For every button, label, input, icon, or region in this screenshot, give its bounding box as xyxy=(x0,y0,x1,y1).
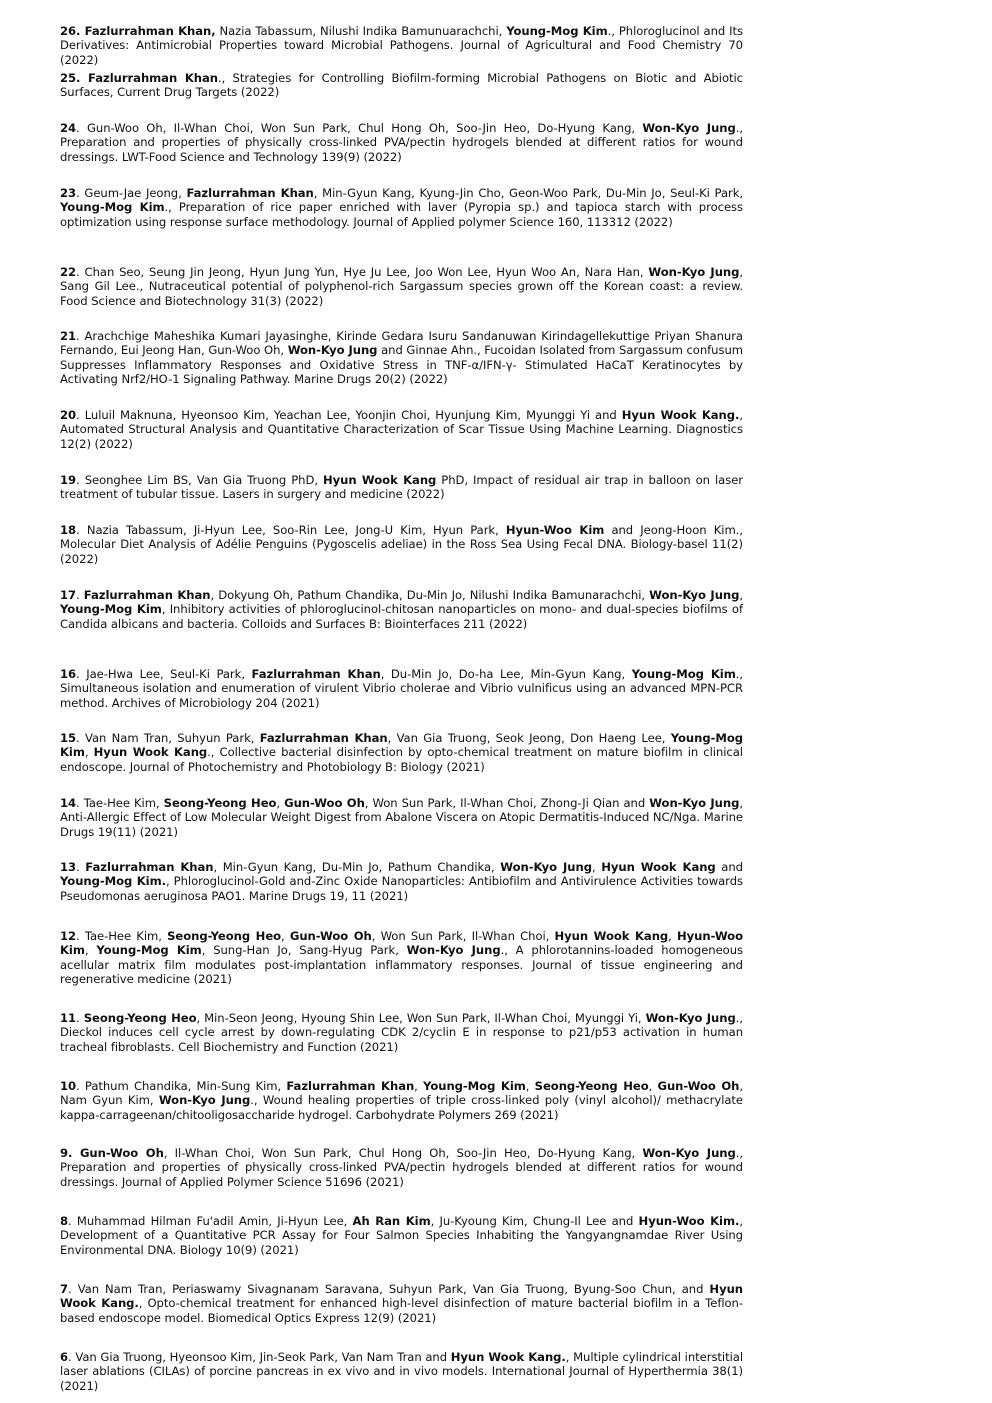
entry-text: , Dokyung Oh, Pathum Chandika, Du-Min Jo, Nilushi Indika Bamunarachchi, xyxy=(210,588,650,602)
highlighted-text: Won-Kyo Jung xyxy=(649,796,740,810)
publication-entry xyxy=(60,1214,743,1257)
highlighted-text: Young-Mog Kim xyxy=(631,667,736,681)
highlighted-text: Hyun Wook Kang xyxy=(323,473,437,487)
highlighted-text: Fazlurrahman Khan xyxy=(186,186,314,200)
entry-text: , Automated Structural Analysis and Quantitative Characterization of Scar Tissue Using Machine Learning. Diagnostics 12(2) (2022) xyxy=(60,408,744,451)
entry-text: , Inhibitory activities of phloroglucinol-chitosan nanoparticles on mono- and dual-species biofilms of Candida albicans and bacteria. Colloids and Surfaces B: Biointerfaces 211 (2022) xyxy=(60,602,744,631)
publication-entry xyxy=(60,523,743,566)
publication-entry xyxy=(60,265,743,308)
entry-text: , Van Gia Truong, Seok Jeong, Don Haeng Lee, xyxy=(387,731,671,745)
entry-text: . Jae-Hwa Lee, Seul-Ki Park, xyxy=(76,667,252,681)
publication-entry xyxy=(60,408,743,451)
entry-text: , Sung-Han Jo, Sang-Hyug Park, xyxy=(201,943,407,958)
highlighted-text: 19 xyxy=(60,473,77,487)
entry-text: ., Preparation and properties of physically cross-linked PVA/pectin hydrogels blended at different ratios for wound dressings. LWT-Food Science and Technology 139(9) (2022) xyxy=(60,121,744,164)
entry-text: . xyxy=(76,860,86,874)
publication-entry xyxy=(60,1079,743,1122)
entry-text: , xyxy=(648,1079,658,1093)
entry-text: , Ju-Kyoung Kim, Chung-Il Lee and xyxy=(430,1214,639,1228)
entry-text: , xyxy=(668,929,678,943)
entry-text: . Nazia Tabassum, Ji-Hyun Lee, Soo-Rin Lee, Jong-U Kim, Hyun Park, xyxy=(76,523,506,537)
highlighted-text: 18 xyxy=(60,523,77,537)
publication-entry xyxy=(60,588,743,631)
highlighted-text: Hyun-Woo Kim xyxy=(60,929,743,958)
highlighted-text: 16 xyxy=(60,667,77,681)
highlighted-text: Gun-Woo Oh xyxy=(657,1079,740,1093)
highlighted-text: Hyun Wook Kang xyxy=(601,860,716,874)
entry-text: , Phloroglucinol-Gold and-Zinc Oxide Nanoparticles: Antibiofilm and Antivirulence Activities towards Pseudomonas aeruginosa PAO1. Marine Drugs 19, 11 (2021) xyxy=(60,874,743,903)
entry-text: . Arachchige Maheshika Kumari Jayasinghe, Kirinde Gedara Isuru Sandanuwan Kirindagellekuttige Priyan Shanura Fernando, Eui Jeong Han, Gun-Woo Oh, xyxy=(60,329,743,358)
highlighted-text: 17 xyxy=(60,588,77,602)
highlighted-text: 21 xyxy=(60,329,77,343)
entry-text: . Tae-Hee Kim, xyxy=(76,796,164,810)
highlighted-text: Won-Kyo Jung xyxy=(158,1093,251,1108)
highlighted-text: Won-Kyo Jung xyxy=(648,265,740,279)
highlighted-text: 8 xyxy=(60,1214,69,1228)
publication-entry xyxy=(60,186,743,229)
publication-entry xyxy=(60,24,743,67)
highlighted-text: Hyun-Woo Kim xyxy=(505,523,605,537)
highlighted-text: Young-Mog Kim xyxy=(60,602,162,617)
highlighted-text: Hyun-Woo Kim. xyxy=(638,1214,740,1228)
entry-text: , xyxy=(281,929,290,943)
highlighted-text: Won-Kyo Jung xyxy=(406,943,501,958)
highlighted-text: Hyun Wook Kang. xyxy=(450,1350,566,1364)
highlighted-text: 20 xyxy=(60,408,77,422)
entry-text: and xyxy=(715,860,743,874)
highlighted-text: 24 xyxy=(60,121,77,135)
highlighted-text: 15 xyxy=(60,731,77,745)
entry-text: . Gun-Woo Oh, Il-Whan Choi, Won Sun Park, Chul Hong Oh, Soo-Jin Heo, Do-Hyung Kang, xyxy=(76,121,643,135)
entry-text: . Tae-Hee Kim, xyxy=(76,929,168,943)
entry-text: , Won Sun Park, Il-Whan Choi, xyxy=(371,929,555,943)
entry-text: ., Dieckol induces cell cycle arrest by down-regulating CDK 2/cyclin E in response to p21/p53 activation in human tracheal fibroblasts. Cell Biochemistry and Function (2021) xyxy=(60,1011,743,1054)
highlighted-text: Fazlurrahman Khan xyxy=(83,588,211,602)
entry-text: , xyxy=(84,745,94,760)
entry-text: ., Wound healing properties of triple cross-linked poly (vinyl alcohol)/ methacrylate kappa-carrageenan/chitooligosaccharide hydrogel. Carbohydrate Polymers 269 (2021) xyxy=(60,1093,743,1122)
entry-text: and Jeong-Hoon Kim., Molecular Diet Analysis of Adélie Penguins (Pygoscelis adeliae) in the Ross Sea Using Fecal DNA. Biology-basel 11(2) (2022) xyxy=(60,523,743,566)
entry-text: , xyxy=(739,588,743,602)
entry-text: , Multiple cylindrical interstitial laser ablations (CILAs) of porcine pancreas in ex vivo and in vivo models. International Journal of Hyperthermia 38(1) (2021) xyxy=(60,1350,743,1393)
publication-entry xyxy=(60,860,743,903)
publication-entry xyxy=(60,929,743,987)
highlighted-text: Won-Kyo Jung xyxy=(642,1146,736,1160)
publication-entry xyxy=(60,796,743,839)
entry-text: , Il-Whan Choi, Won Sun Park, Chul Hong Oh, Soo-Jin Heo, Do-Hyung Kang, xyxy=(163,1146,643,1160)
entry-text: , Min-Seon Jeong, Hyoung Shin Lee, Won Sun Park, Il-Whan Choi, Myunggi Yi, xyxy=(196,1011,646,1025)
entry-text: . Seonghee Lim BS, Van Gia Truong PhD, xyxy=(76,473,323,487)
entry-text: . Van Nam Tran, Suhyun Park, xyxy=(76,731,260,745)
entry-text: , Min-Gyun Kang, Du-Min Jo, Pathum Chandika, xyxy=(213,860,501,874)
entry-text: PhD, Impact of residual air trap in balloon on laser treatment of tubular tissue. Lasers in surgery and medicine (2022) xyxy=(60,473,743,502)
highlighted-text: Hyun Wook Kang. xyxy=(621,408,740,422)
entry-text: . Chan Seo, Seung Jin Jeong, Hyun Jung Yun, Hye Ju Lee, Joo Won Lee, Hyun Woo An, Nara Han, xyxy=(76,265,649,279)
entry-text: , xyxy=(276,796,285,810)
entry-text: ., Preparation of rice paper enriched with laver (Pyropia sp.) and tapioca starch with process optimization using response surface methodology. Journal of Applied polymer Science 160, 113312 (2022) xyxy=(60,200,744,229)
highlighted-text: 22 xyxy=(60,265,77,279)
highlighted-text: Won-Kyo Jung xyxy=(649,588,740,602)
highlighted-text: 7 xyxy=(60,1282,69,1296)
highlighted-text: 10 xyxy=(60,1079,77,1093)
highlighted-text: Gun-Woo Oh xyxy=(284,796,365,810)
highlighted-text: Seong-Yeong Heo xyxy=(534,1079,649,1093)
highlighted-text: Won-Kyo Jung xyxy=(642,121,736,135)
highlighted-text: 11 xyxy=(60,1011,77,1025)
entry-text: , Won Sun Park, Il-Whan Choi, Zhong-Ji Qian and xyxy=(364,796,650,810)
highlighted-text: 23 xyxy=(60,186,77,200)
highlighted-text: Hyun Wook Kang. xyxy=(60,1282,743,1311)
publication-entry xyxy=(60,1282,743,1325)
highlighted-text: Young-Mog Kim xyxy=(506,24,608,38)
highlighted-text: Fazlurrahman Khan xyxy=(85,860,214,874)
highlighted-text: Young-Mog Kim xyxy=(423,1079,526,1093)
highlighted-text: Young-Mog Kim xyxy=(96,943,202,958)
entry-text: , Opto-chemical treatment for enhanced high-level disinfection of mature bacterial biofilm in a Teflon-based endoscope model. Biomedical Optics Express 12(9) (2021) xyxy=(60,1296,743,1325)
entry-text: . xyxy=(76,588,84,602)
highlighted-text: Young-Mog Kim. xyxy=(60,874,166,889)
entry-text: Nazia Tabassum, Nilushi Indika Bamunuarachchi, xyxy=(215,24,507,38)
highlighted-text: 25. Fazlurrahman Khan xyxy=(60,71,218,85)
entry-text: , Nam Gyun Kim, xyxy=(60,1079,744,1108)
highlighted-text: Seong-Yeong Heo xyxy=(167,929,282,943)
highlighted-text: Fazlurrahman Khan xyxy=(286,1079,415,1093)
entry-text: ., Simultaneous isolation and enumeration of virulent Vibrio cholerae and Vibrio vulnificus using an advanced MPN-PCR method. Archives of Microbiology 204 (2021) xyxy=(60,667,744,710)
entry-text: , Sang Gil Lee., Nutraceutical potential of polyphenol-rich Sargassum species grown off the Korean coast: a review. Food Science and Biotechnology 31(3) (2022) xyxy=(60,265,743,308)
publication-entry xyxy=(60,121,743,164)
entry-text: ., A phlorotannins-loaded homogeneous acellular matrix film modulates post-implantation inflammatory responses. Journal of tissue engineering and regenerative medicine (2021) xyxy=(60,943,744,987)
entry-text: , xyxy=(525,1079,535,1093)
entry-text: ., Phloroglucinol and Its Derivatives: Antimicrobial Properties toward Microbial Pathogens. Journal of Agricultural and Food Chemistry 70 (2022) xyxy=(60,24,743,67)
highlighted-text: Won-Kyo Jung xyxy=(645,1011,736,1025)
highlighted-text: Seong-Yeong Heo xyxy=(83,1011,197,1025)
entry-text: . Van Gia Truong, Hyeonsoo Kim, Jin-Seok Park, Van Nam Tran and xyxy=(68,1350,451,1364)
publication-entry xyxy=(60,329,743,387)
entry-text: . Pathum Chandika, Min-Sung Kim, xyxy=(76,1079,287,1093)
entry-text: ., Collective bacterial disinfection by opto-chemical treatment on mature biofilm in clinical endoscope. Journal of Photochemistry and Photobiology B: Biology (2021) xyxy=(60,745,743,774)
highlighted-text: Fazlurrahman Khan xyxy=(259,731,388,745)
highlighted-text: Young-Mog Kim xyxy=(60,731,743,760)
highlighted-text: Hyun Wook Kang xyxy=(93,745,208,760)
publication-entry xyxy=(60,1146,743,1189)
entry-text: . Geum-Jae Jeong, xyxy=(76,186,187,200)
entry-text: ., Preparation and properties of physically cross-linked PVA/pectin hydrogels blended at different ratios for wound dressings. Journal of Applied Polymer Science 51696 (2021) xyxy=(60,1146,744,1189)
entry-text: , xyxy=(591,860,602,874)
entry-text: . Muhammad Hilman Fu'adil Amin, Ji-Hyun Lee, xyxy=(68,1214,353,1228)
highlighted-text: Won-Kyo Jung xyxy=(500,860,592,874)
entry-text: and Ginnae Ahn., Fucoidan Isolated from Sargassum confusum Suppresses Inflammatory Responses and Oxidative Stress in TNF-α/IFN-γ- Stimulated HaCaT Keratinocytes by Activating Nrf2/HO-1 Signaling Pathway. Marine Drugs 20(2) (2022) xyxy=(60,343,743,387)
publication-entry xyxy=(60,71,743,100)
entry-text: , xyxy=(414,1079,424,1093)
entry-text: , Du-Min Jo, Do-ha Lee, Min-Gyun Kang, xyxy=(380,667,632,681)
highlighted-text: 12 xyxy=(60,929,77,943)
publication-entry xyxy=(60,667,743,710)
highlighted-text: 26. Fazlurrahman Khan, xyxy=(60,24,216,38)
highlighted-text: Won-Kyo Jung xyxy=(287,343,378,358)
highlighted-text: Young-Mog Kim xyxy=(60,200,165,215)
entry-text: . Van Nam Tran, Periaswamy Sivagnanam Saravana, Suhyun Park, Van Gia Truong, Byung-Soo Chun, and xyxy=(68,1282,710,1296)
entry-text: ., Strategies for Controlling Biofilm-forming Microbial Pathogens on Biotic and Abiotic Surfaces, Current Drug Targets (2022) xyxy=(60,71,743,100)
publication-entry xyxy=(60,473,743,502)
highlighted-text: 9. Gun-Woo Oh xyxy=(60,1146,164,1160)
entry-text: , Min-Gyun Kang, Kyung-Jin Cho, Geon-Woo Park, Du-Min Jo, Seul-Ki Park, xyxy=(313,186,744,200)
highlighted-text: 14 xyxy=(60,796,77,810)
highlighted-text: Fazlurrahman Khan xyxy=(251,667,381,681)
entry-text: , xyxy=(84,943,97,958)
entry-text: . Luluil Maknuna, Hyeonsoo Kim, Yeachan Lee, Yoonjin Choi, Hyunjung Kim, Myunggi Yi and xyxy=(76,408,622,422)
highlighted-text: 13 xyxy=(60,860,77,874)
highlighted-text: Seong-Yeong Heo xyxy=(163,796,277,810)
entry-text: , Development of a Quantitative PCR Assay for Four Salmon Species Inhabiting the Yangyangnamdae River Using Environmental DNA. Biology 10(9) (2021) xyxy=(60,1214,743,1257)
highlighted-text: 6 xyxy=(60,1350,69,1364)
entry-text: . xyxy=(76,1011,84,1025)
publication-entry xyxy=(60,1350,743,1393)
highlighted-text: Gun-Woo Oh xyxy=(289,929,372,943)
publication-entry xyxy=(60,1011,743,1054)
highlighted-text: Hyun Wook Kang xyxy=(554,929,669,943)
publication-entry xyxy=(60,731,743,774)
entry-text: , Anti-Allergic Effect of Low Molecular Weight Digest from Abalone Viscera on Atopic Dermatitis-Induced NC/Nga. Marine Drugs 19(11) (2021) xyxy=(60,796,743,839)
highlighted-text: Ah Ran Kim xyxy=(352,1214,431,1228)
